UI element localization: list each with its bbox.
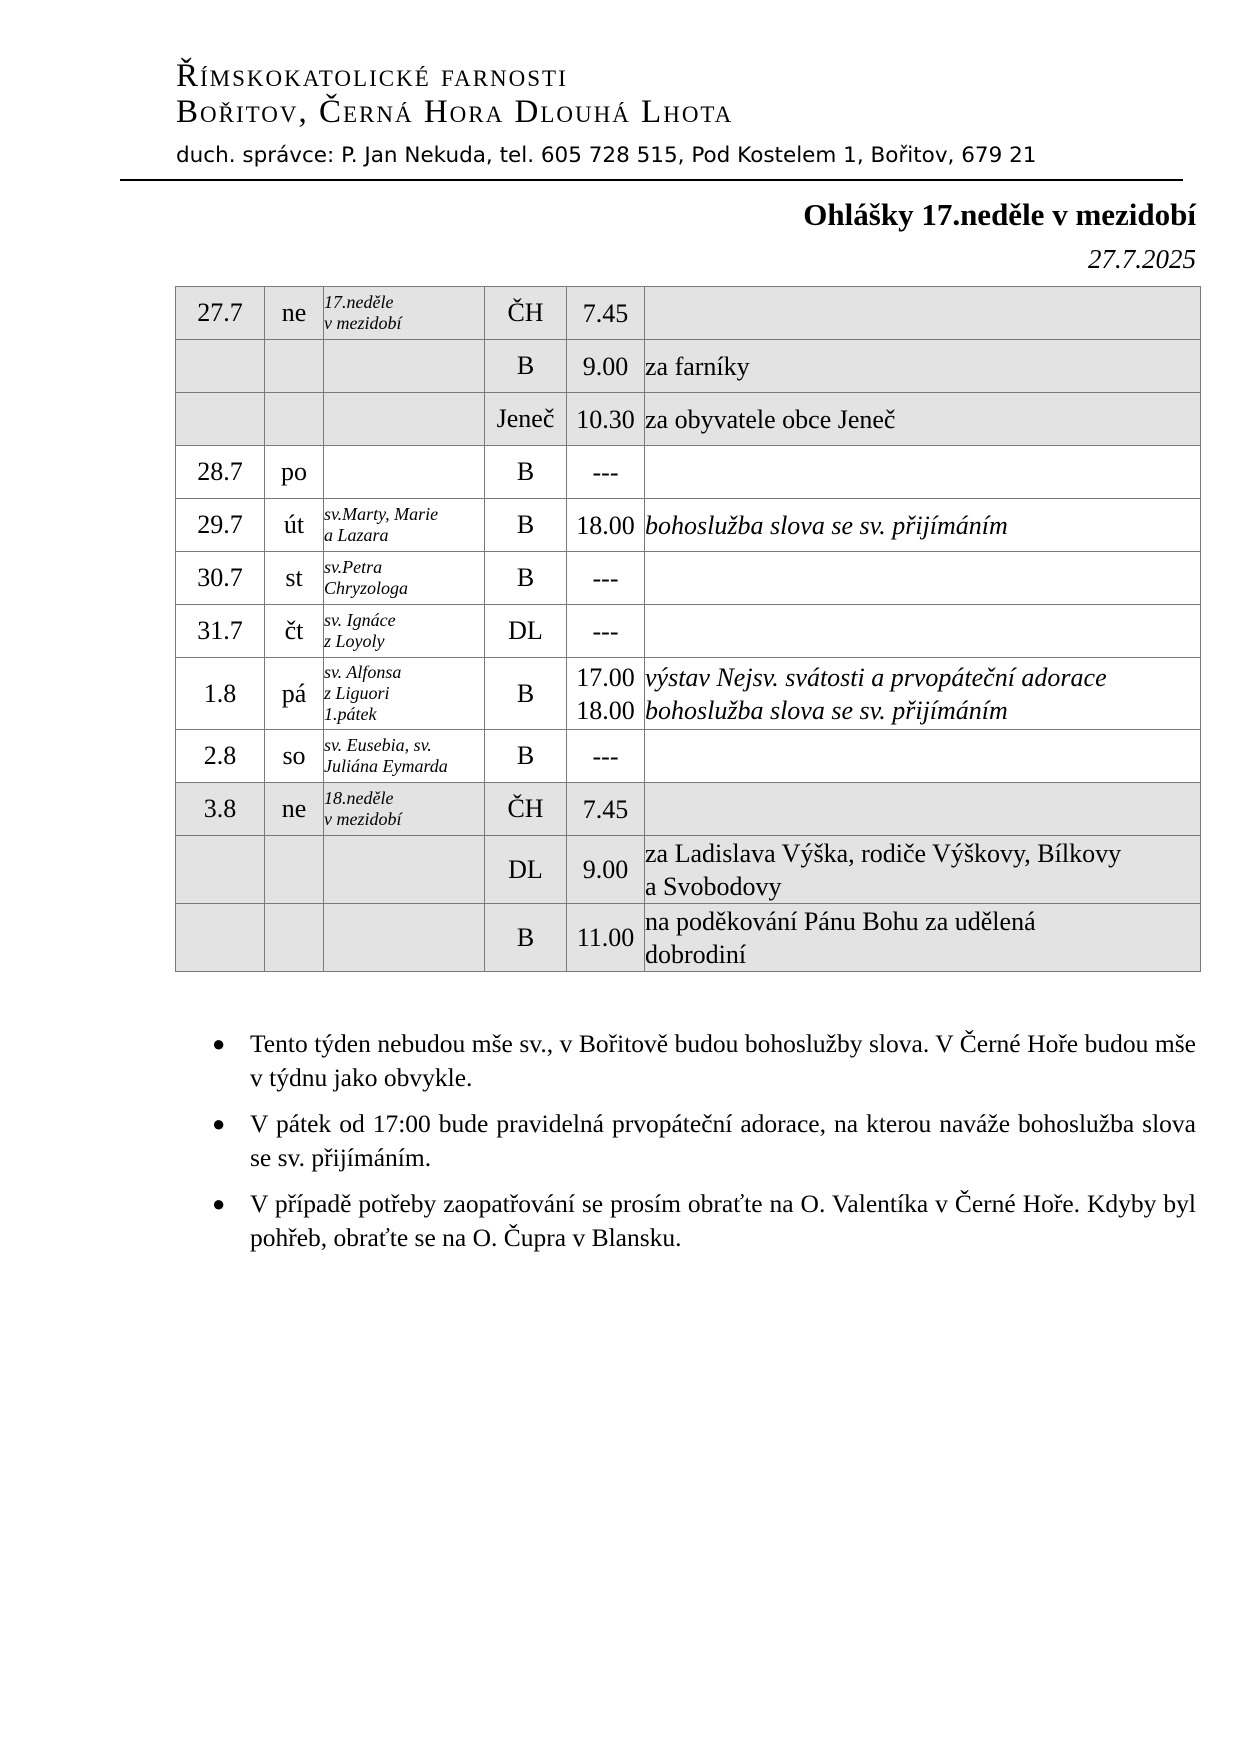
- schedule-row: [176, 340, 1201, 393]
- date-cell: [176, 836, 265, 904]
- time-line: 18.00: [576, 510, 635, 540]
- time-line: 7.45: [582, 298, 629, 328]
- schedule-row: [176, 552, 1201, 605]
- time-line: 9.00: [582, 351, 629, 381]
- time-cell: [567, 393, 645, 446]
- place-cell: Jeneč: [485, 393, 567, 446]
- time-line: 11.00: [576, 923, 635, 952]
- time-cell: [567, 340, 645, 393]
- date-cell: 2.8: [176, 730, 265, 783]
- header-divider: [120, 179, 1183, 181]
- parish-name-line1: Římskokatolické farnosti: [176, 58, 568, 94]
- feast-cell: [324, 552, 485, 605]
- feast-cell: [324, 658, 485, 730]
- date-cell: [176, 340, 265, 393]
- time-cell: [567, 904, 645, 972]
- feast-cell: [324, 904, 485, 972]
- announcement-list: [214, 1027, 1196, 1267]
- weekday-cell: [265, 836, 324, 904]
- intention-cell: [645, 836, 1201, 904]
- weekday-cell: po: [265, 446, 324, 499]
- date-cell: 27.7: [176, 287, 265, 340]
- weekday-cell: [265, 393, 324, 446]
- place-cell: ČH: [485, 287, 567, 340]
- schedule-row: [176, 446, 1201, 499]
- schedule-row: [176, 499, 1201, 552]
- intention-cell: [645, 552, 1201, 605]
- weekday-cell: ne: [265, 287, 324, 340]
- weekday-cell: ne: [265, 783, 324, 836]
- date-cell: 3.8: [176, 783, 265, 836]
- schedule-row: [176, 783, 1201, 836]
- time-cell: [567, 552, 645, 605]
- intention-cell: [645, 287, 1201, 340]
- date-cell: 29.7: [176, 499, 265, 552]
- schedule-row: [176, 287, 1201, 340]
- announcement-text: V pátek od 17:00 bude pravidelná prvopáteční adorace, na kterou naváže bohoslužba slova se sv. přijímáním.: [250, 1109, 1196, 1172]
- weekday-cell: út: [265, 499, 324, 552]
- time-line: 9.00: [582, 855, 629, 884]
- intention-cell: [645, 783, 1201, 836]
- weekday-cell: čt: [265, 605, 324, 658]
- time-line: 7.45: [582, 794, 629, 824]
- feast-line: sv. Ignáce: [324, 610, 396, 630]
- feast-line: sv. Eusebia, sv.: [324, 735, 432, 755]
- schedule-row: [176, 658, 1201, 730]
- time-cell: [567, 658, 645, 730]
- intention-cell: [645, 340, 1201, 393]
- place-cell: DL: [485, 605, 567, 658]
- place-cell: B: [485, 730, 567, 783]
- weekday-cell: so: [265, 730, 324, 783]
- feast-line: z Loyoly: [324, 631, 385, 651]
- intention-cell: [645, 904, 1201, 972]
- feast-line: v mezidobí: [324, 809, 402, 829]
- feast-line: v mezidobí: [324, 313, 402, 333]
- parish-header: [176, 58, 1076, 130]
- bullet-icon: ●: [212, 1191, 226, 1216]
- intention-line: a Svobodovy: [645, 871, 782, 901]
- intention-cell: [645, 605, 1201, 658]
- contact-line: duch. správce: P. Jan Nekuda, tel. 605 728 515, Pod Kostelem 1, Bořitov, 679 21: [176, 143, 1037, 168]
- intention-line: za obyvatele obce Jeneč: [645, 404, 896, 434]
- feast-cell: [324, 783, 485, 836]
- schedule-row: [176, 605, 1201, 658]
- time-cell: [567, 287, 645, 340]
- parish-name-line2: Bořitov, Černá Hora Dlouhá Lhota: [176, 94, 734, 130]
- time-cell: [567, 499, 645, 552]
- date-cell: [176, 904, 265, 972]
- intention-cell: [645, 393, 1201, 446]
- place-cell: B: [485, 446, 567, 499]
- intention-line: dobrodiní: [645, 939, 747, 969]
- feast-line: Chryzologa: [324, 578, 409, 598]
- intention-line: za farníky: [645, 351, 750, 381]
- intention-cell: [645, 658, 1201, 730]
- feast-line: 18.neděle: [324, 788, 394, 808]
- feast-cell: [324, 287, 485, 340]
- feast-cell: [324, 499, 485, 552]
- time-line: ---: [592, 616, 619, 646]
- weekday-cell: [265, 904, 324, 972]
- time-line: 10.30: [576, 404, 635, 434]
- schedule-row: [176, 836, 1201, 904]
- feast-cell: [324, 605, 485, 658]
- announcement-text: V případě potřeby zaopatřování se prosím obraťte na O. Valentíka v Černé Hoře. Kdyby byl pohřeb, obraťte se na O. Čupra v Blansku.: [250, 1189, 1196, 1252]
- intention-line: bohoslužba slova se sv. přijímáním: [645, 510, 1008, 540]
- schedule-row: [176, 730, 1201, 783]
- feast-cell: [324, 836, 485, 904]
- feast-line: 17.neděle: [324, 292, 394, 312]
- intention-cell: [645, 446, 1201, 499]
- feast-line: a Lazara: [324, 525, 389, 545]
- announcement-text: Tento týden nebudou mše sv., v Bořitově budou bohoslužby slova. V Černé Hoře budou mše v týdnu jako obvykle.: [250, 1029, 1196, 1092]
- weekday-cell: st: [265, 552, 324, 605]
- bullet-icon: ●: [212, 1111, 226, 1136]
- feast-cell: [324, 446, 485, 499]
- schedule-table: [175, 286, 1201, 972]
- time-cell: [567, 730, 645, 783]
- time-line: ---: [592, 457, 619, 487]
- feast-line: sv. Alfonsa: [324, 662, 402, 682]
- feast-cell: [324, 393, 485, 446]
- feast-line: 1.pátek: [324, 704, 377, 724]
- bullet-icon: ●: [212, 1031, 226, 1056]
- place-cell: B: [485, 658, 567, 730]
- intention-line: výstav Nejsv. svátosti a prvopáteční adorace: [645, 662, 1107, 692]
- time-line: 18.00: [576, 695, 635, 725]
- time-line: ---: [592, 563, 619, 593]
- feast-line: sv.Petra: [324, 557, 383, 577]
- intention-line: za Ladislava Výška, rodiče Výškovy, Bílkovy: [645, 838, 1122, 868]
- schedule-row: [176, 393, 1201, 446]
- time-line: 17.00: [576, 662, 635, 692]
- schedule-row: [176, 904, 1201, 972]
- place-cell: DL: [485, 836, 567, 904]
- place-cell: B: [485, 340, 567, 393]
- date-cell: [176, 393, 265, 446]
- intention-cell: [645, 730, 1201, 783]
- place-cell: B: [485, 552, 567, 605]
- weekday-cell: [265, 340, 324, 393]
- date-cell: 30.7: [176, 552, 265, 605]
- announcement-item: [214, 1107, 1196, 1175]
- time-cell: [567, 605, 645, 658]
- feast-cell: [324, 340, 485, 393]
- feast-line: Juliána Eymarda: [324, 756, 448, 776]
- time-line: ---: [592, 741, 619, 771]
- announcement-item: [214, 1027, 1196, 1095]
- page-title: Ohlášky 17.neděle v mezidobí: [803, 197, 1196, 232]
- time-cell: [567, 783, 645, 836]
- intention-cell: [645, 499, 1201, 552]
- date-cell: 31.7: [176, 605, 265, 658]
- intention-line: bohoslužba slova se sv. přijímáním: [645, 695, 1008, 725]
- page-date: 27.7.2025: [1088, 244, 1196, 274]
- feast-line: sv.Marty, Marie: [324, 504, 439, 524]
- feast-cell: [324, 730, 485, 783]
- feast-line: z Liguori: [324, 683, 390, 703]
- announcement-item: [214, 1187, 1196, 1255]
- time-cell: [567, 446, 645, 499]
- date-cell: 28.7: [176, 446, 265, 499]
- weekday-cell: pá: [265, 658, 324, 730]
- place-cell: ČH: [485, 783, 567, 836]
- date-cell: 1.8: [176, 658, 265, 730]
- time-cell: [567, 836, 645, 904]
- intention-line: na poděkování Pánu Bohu za udělená: [645, 906, 1036, 936]
- place-cell: B: [485, 904, 567, 972]
- place-cell: B: [485, 499, 567, 552]
